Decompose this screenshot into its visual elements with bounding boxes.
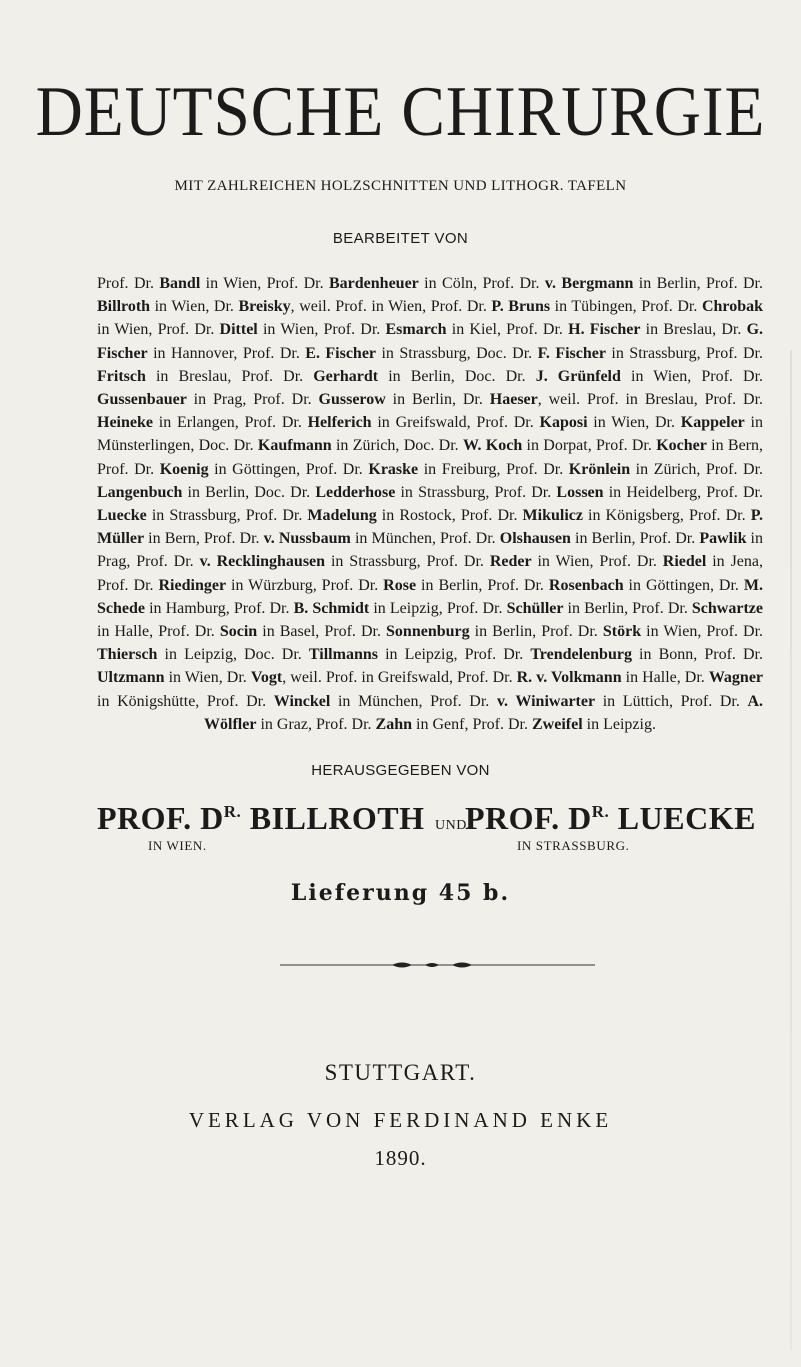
contributor-name: E. Fischer: [305, 344, 377, 362]
contributor-text: in Wien, Prof. Dr.: [641, 623, 764, 641]
contributor-name: Gussenbauer: [97, 391, 187, 409]
contributor-name: G. Fischer: [97, 321, 764, 362]
contributor-name: Schüller: [506, 599, 564, 617]
contributor-text: in Königshütte, Prof. Dr.: [97, 692, 274, 710]
contributor-name: Trendelenburg: [530, 646, 632, 664]
contributor-text: in Bonn, Prof. Dr.: [631, 646, 763, 664]
contributor-name: A. Wölfler: [204, 692, 764, 733]
contributor-text: in Leipzig.: [582, 715, 656, 733]
contributor-name: J. Grünfeld: [535, 367, 621, 385]
editor-billroth: [97, 800, 469, 837]
contributor-name: Kaposi: [539, 414, 588, 432]
book-title: DEUTSCHE CHIRURGIE: [35, 73, 766, 151]
contributor-text: in Halle, Dr.: [621, 669, 709, 687]
contributor-text: in Greifswald, Prof. Dr.: [371, 414, 540, 432]
contributor-text: in Zürich, Prof. Dr.: [630, 460, 764, 478]
contributor-text: in Berlin, Prof. Dr.: [563, 599, 692, 617]
contributor-name: Gusserow: [318, 391, 386, 409]
contributor-name: Langenbuch: [97, 483, 183, 501]
book-subtitle: MIT ZAHLREICHEN HOLZSCHNITTEN UND LITHOGR. TAFELN: [174, 178, 627, 194]
contributor-text: , weil. Prof. in Wien, Prof. Dr.: [290, 298, 492, 316]
contributor-text: in Königsberg, Prof. Dr.: [582, 507, 751, 525]
contributor-text: in Rostock, Prof. Dr.: [376, 507, 523, 525]
contributor-text: in Tübingen, Prof. Dr.: [550, 298, 702, 316]
contributor-name: Rose: [383, 576, 417, 594]
contributor-text: in Prag, Prof. Dr.: [186, 391, 319, 409]
contributor-text: in Hamburg, Prof. Dr.: [145, 599, 294, 617]
contributor-text: in Göttingen, Dr.: [623, 576, 744, 594]
contributor-text: in Hannover, Prof. Dr.: [147, 344, 306, 362]
contributor-name: Gerhardt: [313, 367, 379, 385]
contributor-text: in Wien, Dr.: [150, 298, 239, 316]
editor1-name: BILLROTH: [241, 800, 425, 836]
contributor-text: in Berlin, Dr.: [385, 391, 490, 409]
contributor-text: in Berlin, Prof. Dr.: [416, 576, 549, 594]
contributor-name: Störk: [602, 623, 642, 641]
page-edge-shadow: [790, 350, 792, 1350]
contributor-name: v. Bergmann: [544, 275, 634, 292]
contributor-name: Billroth: [97, 298, 151, 316]
contributor-name: Bandl: [159, 275, 201, 292]
contributor-name: Zahn: [375, 715, 413, 733]
contributor-text: in Berlin, Prof. Dr.: [570, 530, 700, 548]
contributor-name: Ultzmann: [97, 669, 165, 687]
contributor-name: Haeser: [489, 391, 538, 409]
contributor-name: Pawlik: [699, 530, 747, 548]
contributor-text: in Graz, Prof. Dr.: [256, 715, 376, 733]
contributor-name: Esmarch: [385, 321, 447, 339]
contributor-name: Ledderhose: [315, 483, 396, 501]
ornament-rule-icon: [280, 958, 595, 972]
contributor-name: Heineke: [97, 414, 153, 432]
contributor-name: v. Winiwarter: [496, 692, 596, 710]
contributor-text: in Leipzig, Doc. Dr.: [157, 646, 309, 664]
contributor-text: in Strassburg, Prof. Dr.: [605, 344, 763, 362]
issue-number: Lieferung 45 b.: [290, 880, 511, 906]
contributor-text: in Cöln, Prof. Dr.: [418, 275, 545, 292]
contributor-text: in Strassburg, Prof. Dr.: [146, 507, 308, 525]
contributor-text: in Dorpat, Prof. Dr.: [522, 437, 657, 455]
contributor-name: Dittel: [219, 321, 258, 339]
edited-by-label: BEARBEITET VON: [332, 230, 469, 247]
contributor-name: Wagner: [708, 669, 764, 687]
contributor-name: P. Müller: [97, 507, 763, 548]
editor-luecke: [465, 800, 756, 837]
contributor-name: Schwartze: [691, 599, 763, 617]
contributor-text: in Strassburg, Doc. Dr.: [376, 344, 538, 362]
contributor-text: in München, Prof. Dr.: [350, 530, 500, 548]
contributor-text: in Berlin, Doc. Dr.: [378, 367, 536, 385]
contributor-name: F. Fischer: [537, 344, 606, 362]
contributor-text: in Wien, Prof. Dr.: [531, 553, 663, 571]
contributor-text: in Münsterlingen, Doc. Dr.: [97, 414, 763, 455]
contributor-name: Riedel: [662, 553, 707, 571]
contributor-text: in Genf, Prof. Dr.: [412, 715, 532, 733]
editor1-prefix: PROF. D: [97, 800, 224, 836]
contributor-name: Kraske: [368, 460, 419, 478]
contributor-text: in Bern, Prof. Dr.: [144, 530, 264, 548]
contributor-name: Kaufmann: [257, 437, 332, 455]
contributor-name: Kappeler: [680, 414, 745, 432]
contributor-text: in Breslau, Prof. Dr.: [145, 367, 314, 385]
contributor-name: Breisky: [238, 298, 291, 316]
contributor-text: in Bern, Prof. Dr.: [97, 437, 763, 478]
contributor-name: B. Schmidt: [293, 599, 370, 617]
contributor-text: in Göttingen, Prof. Dr.: [208, 460, 369, 478]
contributor-text: in Wien, Prof. Dr.: [620, 367, 764, 385]
contributor-name: v. Recklinghausen: [199, 553, 326, 571]
contributor-text: in Leipzig, Prof. Dr.: [369, 599, 507, 617]
contributor-text: in Berlin, Prof. Dr.: [633, 275, 763, 292]
contributor-name: Bardenheuer: [329, 275, 419, 292]
contributor-text: in Zürich, Doc. Dr.: [331, 437, 463, 455]
contributor-name: Zweifel: [532, 715, 583, 733]
contributor-name: Vogt: [250, 669, 283, 687]
contributor-name: Kocher: [656, 437, 707, 455]
contributor-text: in Wien, Dr.: [587, 414, 681, 432]
contributor-name: Winckel: [273, 692, 331, 710]
contributor-name: W. Koch: [462, 437, 523, 455]
contributor-text: Prof. Dr.: [97, 275, 160, 292]
contributor-name: R. v. Volkmann: [516, 669, 622, 687]
contributor-text: in Leipzig, Prof. Dr.: [377, 646, 531, 664]
publisher: VERLAG VON FERDINAND ENKE: [188, 1108, 613, 1132]
contributor-name: Koenig: [159, 460, 209, 478]
contributor-text: in Jena, Prof. Dr.: [97, 553, 763, 594]
contributor-text: in Wien, Prof. Dr.: [257, 321, 386, 339]
contributor-text: in Strassburg, Prof. Dr.: [395, 483, 557, 501]
contributor-name: P. Bruns: [491, 298, 551, 316]
contributor-name: Rosenbach: [548, 576, 624, 594]
contributor-text: , weil. Prof. in Breslau, Prof. Dr.: [537, 391, 764, 409]
contributor-name: Madelung: [307, 507, 377, 525]
contributor-name: H. Fischer: [568, 321, 641, 339]
contributor-name: Sonnenburg: [386, 623, 470, 641]
contributor-text: , weil. Prof. in Greifswald, Prof. Dr.: [282, 669, 517, 687]
contributor-text: in Würzburg, Prof. Dr.: [226, 576, 384, 594]
contributor-text: in Wien, Dr.: [164, 669, 251, 687]
contributor-name: Helferich: [307, 414, 372, 432]
publication-city: STUTTGART.: [324, 1060, 477, 1085]
contributor-text: in Heidelberg, Prof. Dr.: [603, 483, 764, 501]
editor1-sup: R.: [223, 802, 242, 821]
contributor-name: Mikulicz: [522, 507, 583, 525]
contributor-name: Krönlein: [568, 460, 631, 478]
contributor-text: in Berlin, Doc. Dr.: [182, 483, 316, 501]
contributor-name: Olshausen: [499, 530, 571, 548]
contributor-text: in Breslau, Dr.: [640, 321, 747, 339]
editor2-name: LUECKE: [609, 800, 756, 836]
contributor-text: in Basel, Prof. Dr.: [257, 623, 387, 641]
contributor-text: in Berlin, Prof. Dr.: [469, 623, 603, 641]
contributor-name: Riedinger: [158, 576, 227, 594]
contributor-name: M. Schede: [97, 576, 764, 617]
contributor-name: Chrobak: [701, 298, 763, 316]
contributor-name: Thiersch: [97, 646, 158, 664]
editor1-place: IN WIEN.: [148, 838, 207, 853]
contributor-name: Socin: [219, 623, 258, 641]
contributor-name: v. Nussbaum: [263, 530, 351, 548]
editor2-place: IN STRASSBURG.: [517, 838, 630, 853]
contributor-text: in Wien, Prof. Dr.: [97, 321, 220, 339]
contributor-name: Luecke: [97, 507, 147, 525]
contributor-text: in Freiburg, Prof. Dr.: [418, 460, 569, 478]
contributor-text: in Prag, Prof. Dr.: [97, 530, 764, 571]
editor2-sup: R.: [591, 802, 610, 821]
contributors-list: [97, 272, 763, 736]
contributor-name: Tillmanns: [308, 646, 378, 664]
contributor-name: Fritsch: [97, 367, 146, 385]
contributor-text: in Wien, Prof. Dr.: [200, 275, 329, 292]
contributor-text: in Halle, Prof. Dr.: [97, 623, 220, 641]
contributor-text: in Erlangen, Prof. Dr.: [153, 414, 308, 432]
editor2-prefix: PROF. D: [465, 800, 592, 836]
publication-year: 1890.: [374, 1146, 427, 1170]
contributor-name: Reder: [489, 553, 532, 571]
conjunction: UND: [435, 818, 467, 833]
contributor-name: Lossen: [556, 483, 604, 501]
contributor-text: in Kiel, Prof. Dr.: [446, 321, 569, 339]
contributor-text: in München, Prof. Dr.: [330, 692, 497, 710]
contributor-text: in Lüttich, Prof. Dr.: [595, 692, 748, 710]
contributor-text: in Strassburg, Prof. Dr.: [325, 553, 490, 571]
published-by-label: HERAUSGEGEBEN VON: [311, 762, 490, 779]
